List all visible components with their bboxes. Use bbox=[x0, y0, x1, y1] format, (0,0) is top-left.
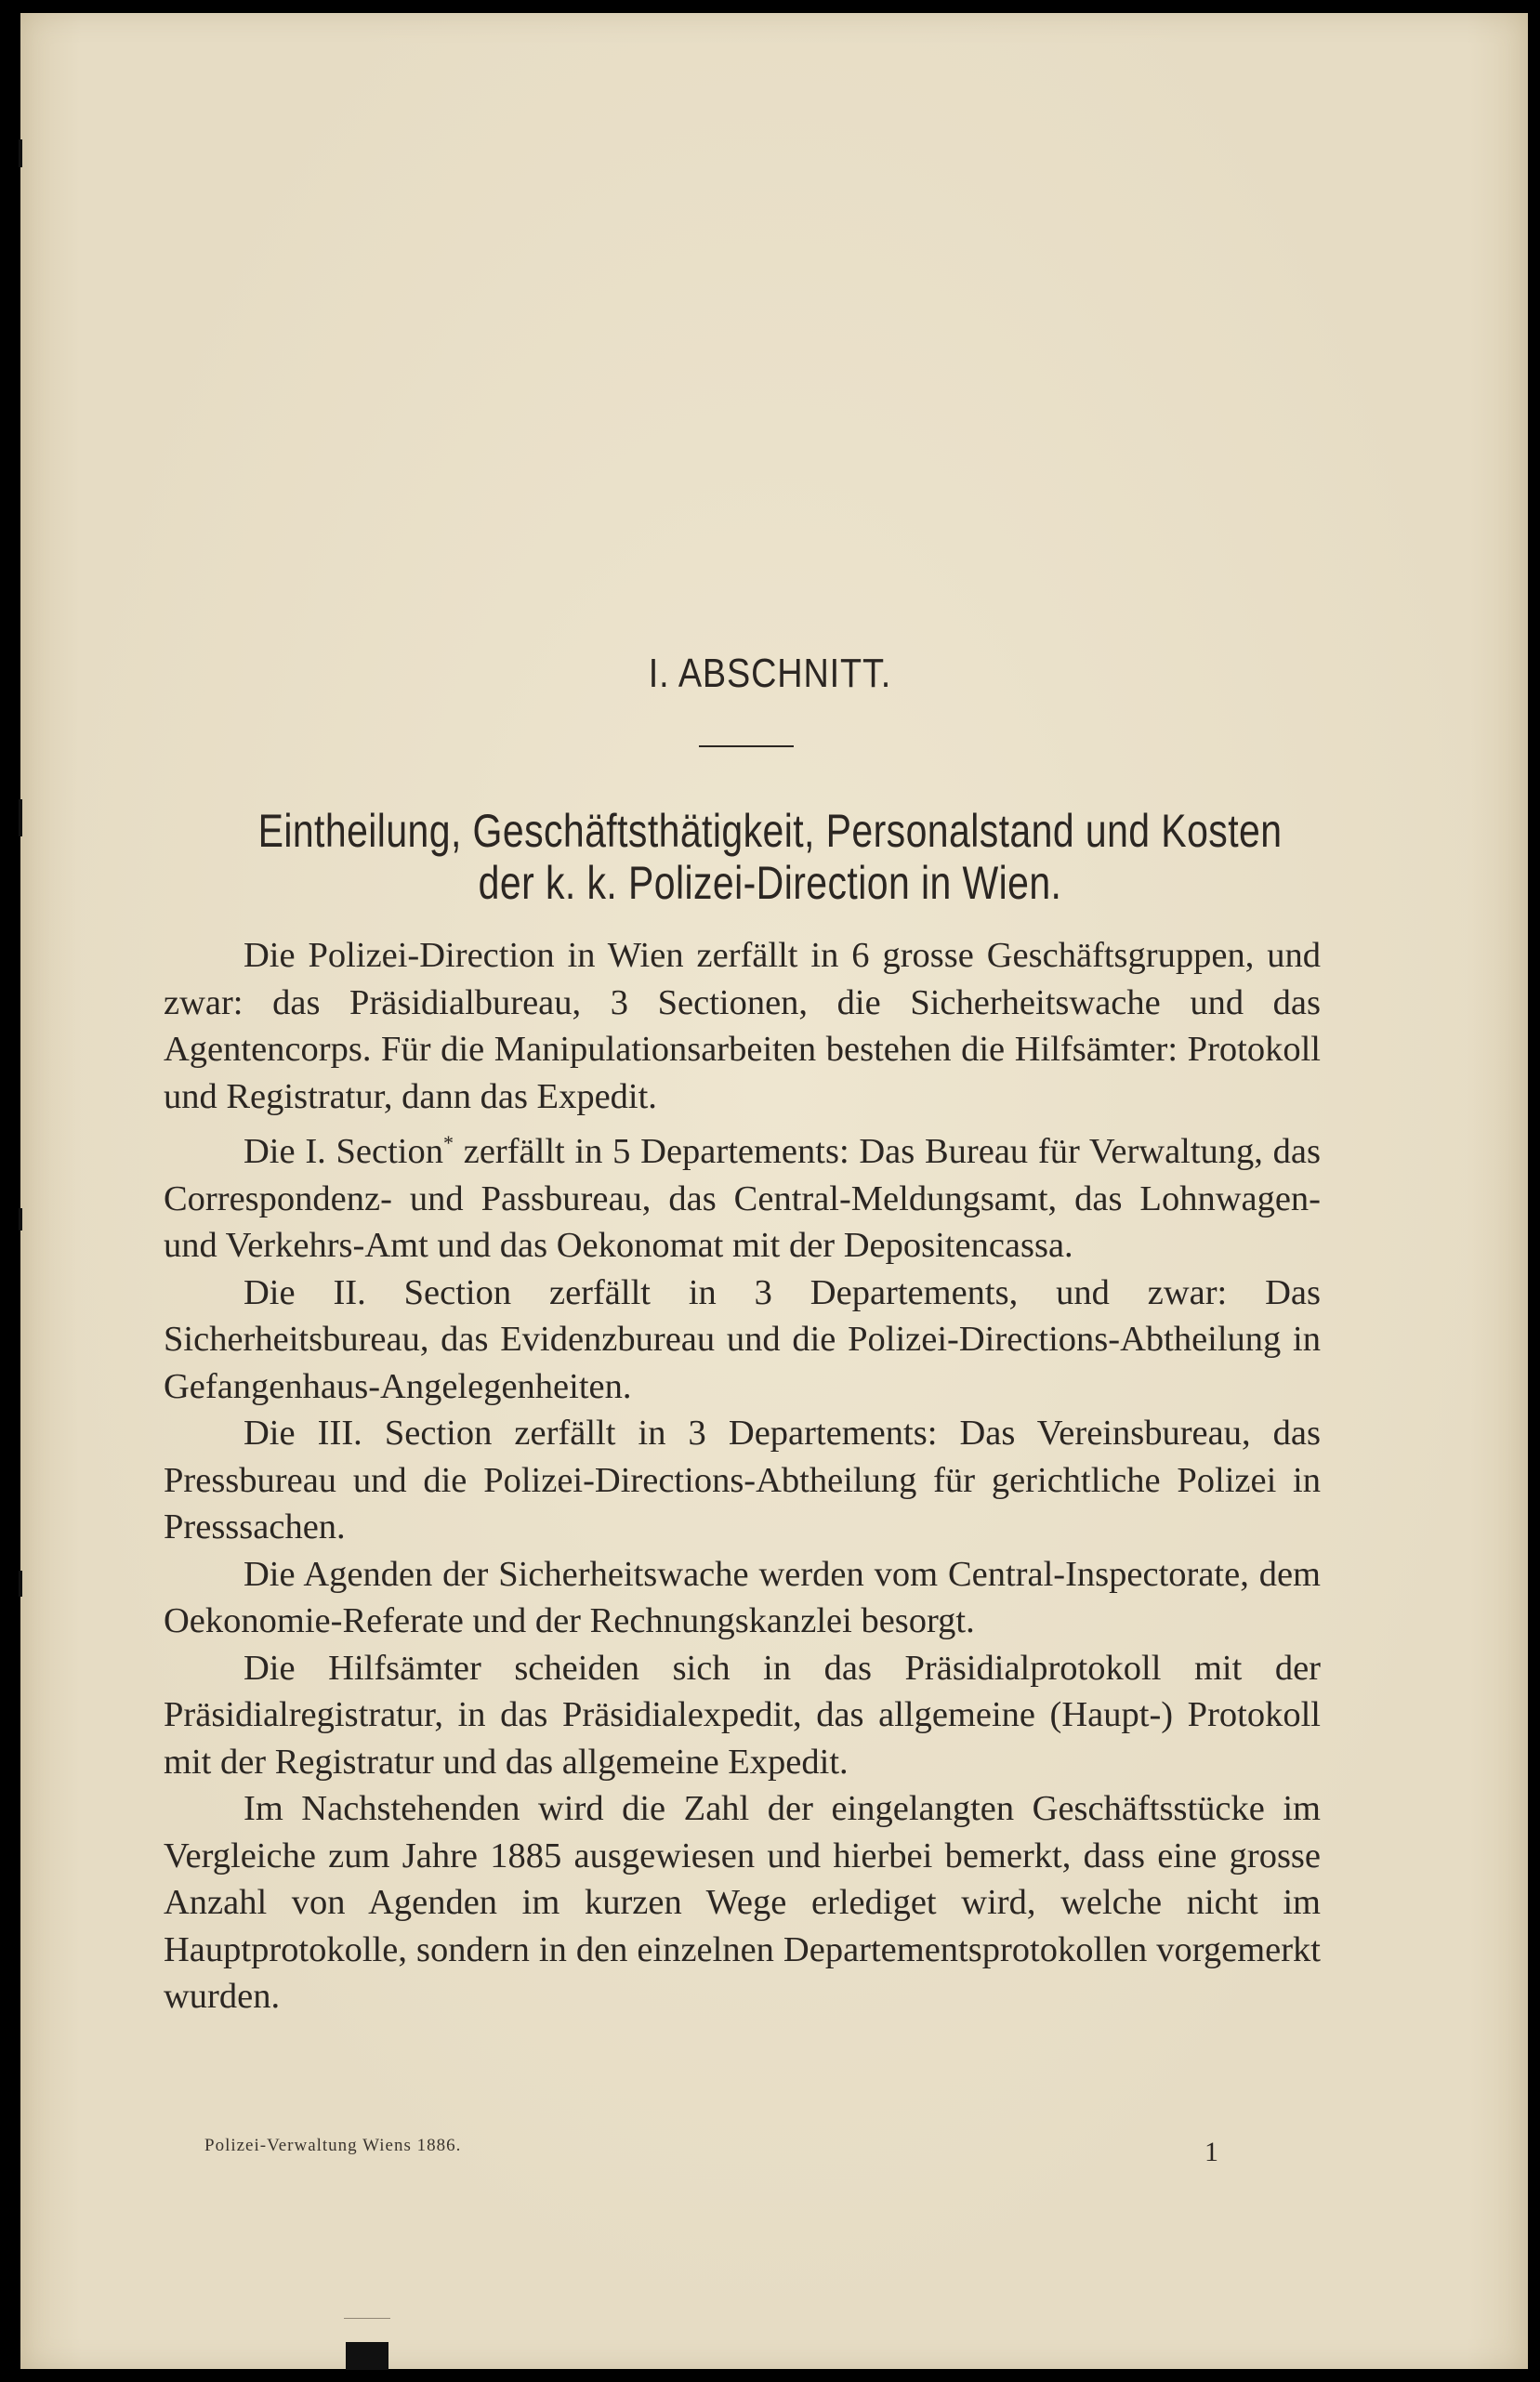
bottom-rule bbox=[344, 2318, 390, 2319]
heading-divider bbox=[699, 745, 794, 747]
paragraph: Im Nachstehenden wird die Zahl der eingelangten Geschäftsstücke im Vergleiche zum Jahre 1885 ausgewiesen und hierbei bemerkt, dass eine grosse Anzahl von Agenden im kurzen Wege erlediget wird, welche nicht im Hauptprotokolle, sondern in den einzelnen Departementsprotokollen vorgemerkt wurden. bbox=[164, 1789, 1321, 2016]
paragraph: Die Agenden der Sicherheitswache werden vom Central-Inspectorate, dem Oekonomie-Referate und der Rechnungskanzlei besorgt. bbox=[164, 1554, 1321, 1640]
footnote-marker: * bbox=[443, 1131, 454, 1154]
chapter-title-line-2: der k. k. Polizei-Direction in Wien. bbox=[478, 857, 1062, 909]
page-edge-mark bbox=[19, 799, 22, 836]
paragraph: Die III. Section zerfällt in 3 Departements: Das Vereinsbureau, das Pressbureau und die Polizei-Directions-Abtheilung für gerichtliche Polizei in Presssachen. bbox=[164, 1414, 1321, 1546]
chapter-title-line-1: Eintheilung, Geschäftsthätigkeit, Personalstand und Kosten bbox=[257, 805, 1283, 857]
body-text bbox=[164, 932, 1321, 2020]
paragraph-lead: Die I. Section bbox=[244, 1132, 443, 1171]
paragraph bbox=[164, 1120, 1321, 1270]
paragraph: Die II. Section zerfällt in 3 Departements, und zwar: Das Sicherheitsbureau, das Evidenzbureau und die Polizei-Directions-Abtheilung in Gefangenhaus-Angelegenheiten. bbox=[164, 1272, 1321, 1406]
page-edge-mark bbox=[19, 139, 22, 167]
binding-mark bbox=[346, 2342, 388, 2370]
paragraph: Die Hilfsämter scheiden sich in das Präsidialprotokoll mit der Präsidialregistratur, in das Präsidialexpedit, das allgemeine (Haupt-) Protokoll mit der Registratur und das allgemeine Expedit. bbox=[164, 1648, 1321, 1782]
paragraph-rest: zerfällt in 5 Departements: Das Bureau für Verwaltung, das Correspondenz- und Passbureau, das Central-Meldungsamt, das Lohnwagen- und Verkehrs-Amt und das Oekonomat mit der Depositencassa. bbox=[164, 1132, 1321, 1265]
paragraph: Die Polizei-Direction in Wien zerfällt in 6 grosse Geschäftsgruppen, und zwar: das Präsidialbureau, 3 Sectionen, die Sicherheitswache und das Agentencorps. Für die Manipulationsarbeiten bestehen die Hilfsämter: Protokoll und Registratur, dann das Expedit. bbox=[164, 936, 1321, 1116]
page-edge-mark bbox=[19, 1208, 22, 1230]
page-edge-mark bbox=[19, 1571, 22, 1597]
section-heading: I. ABSCHNITT. bbox=[648, 651, 892, 696]
page-number: 1 bbox=[1204, 2137, 1218, 2167]
signature-line: Polizei-Verwaltung Wiens 1886. bbox=[204, 2136, 462, 2155]
